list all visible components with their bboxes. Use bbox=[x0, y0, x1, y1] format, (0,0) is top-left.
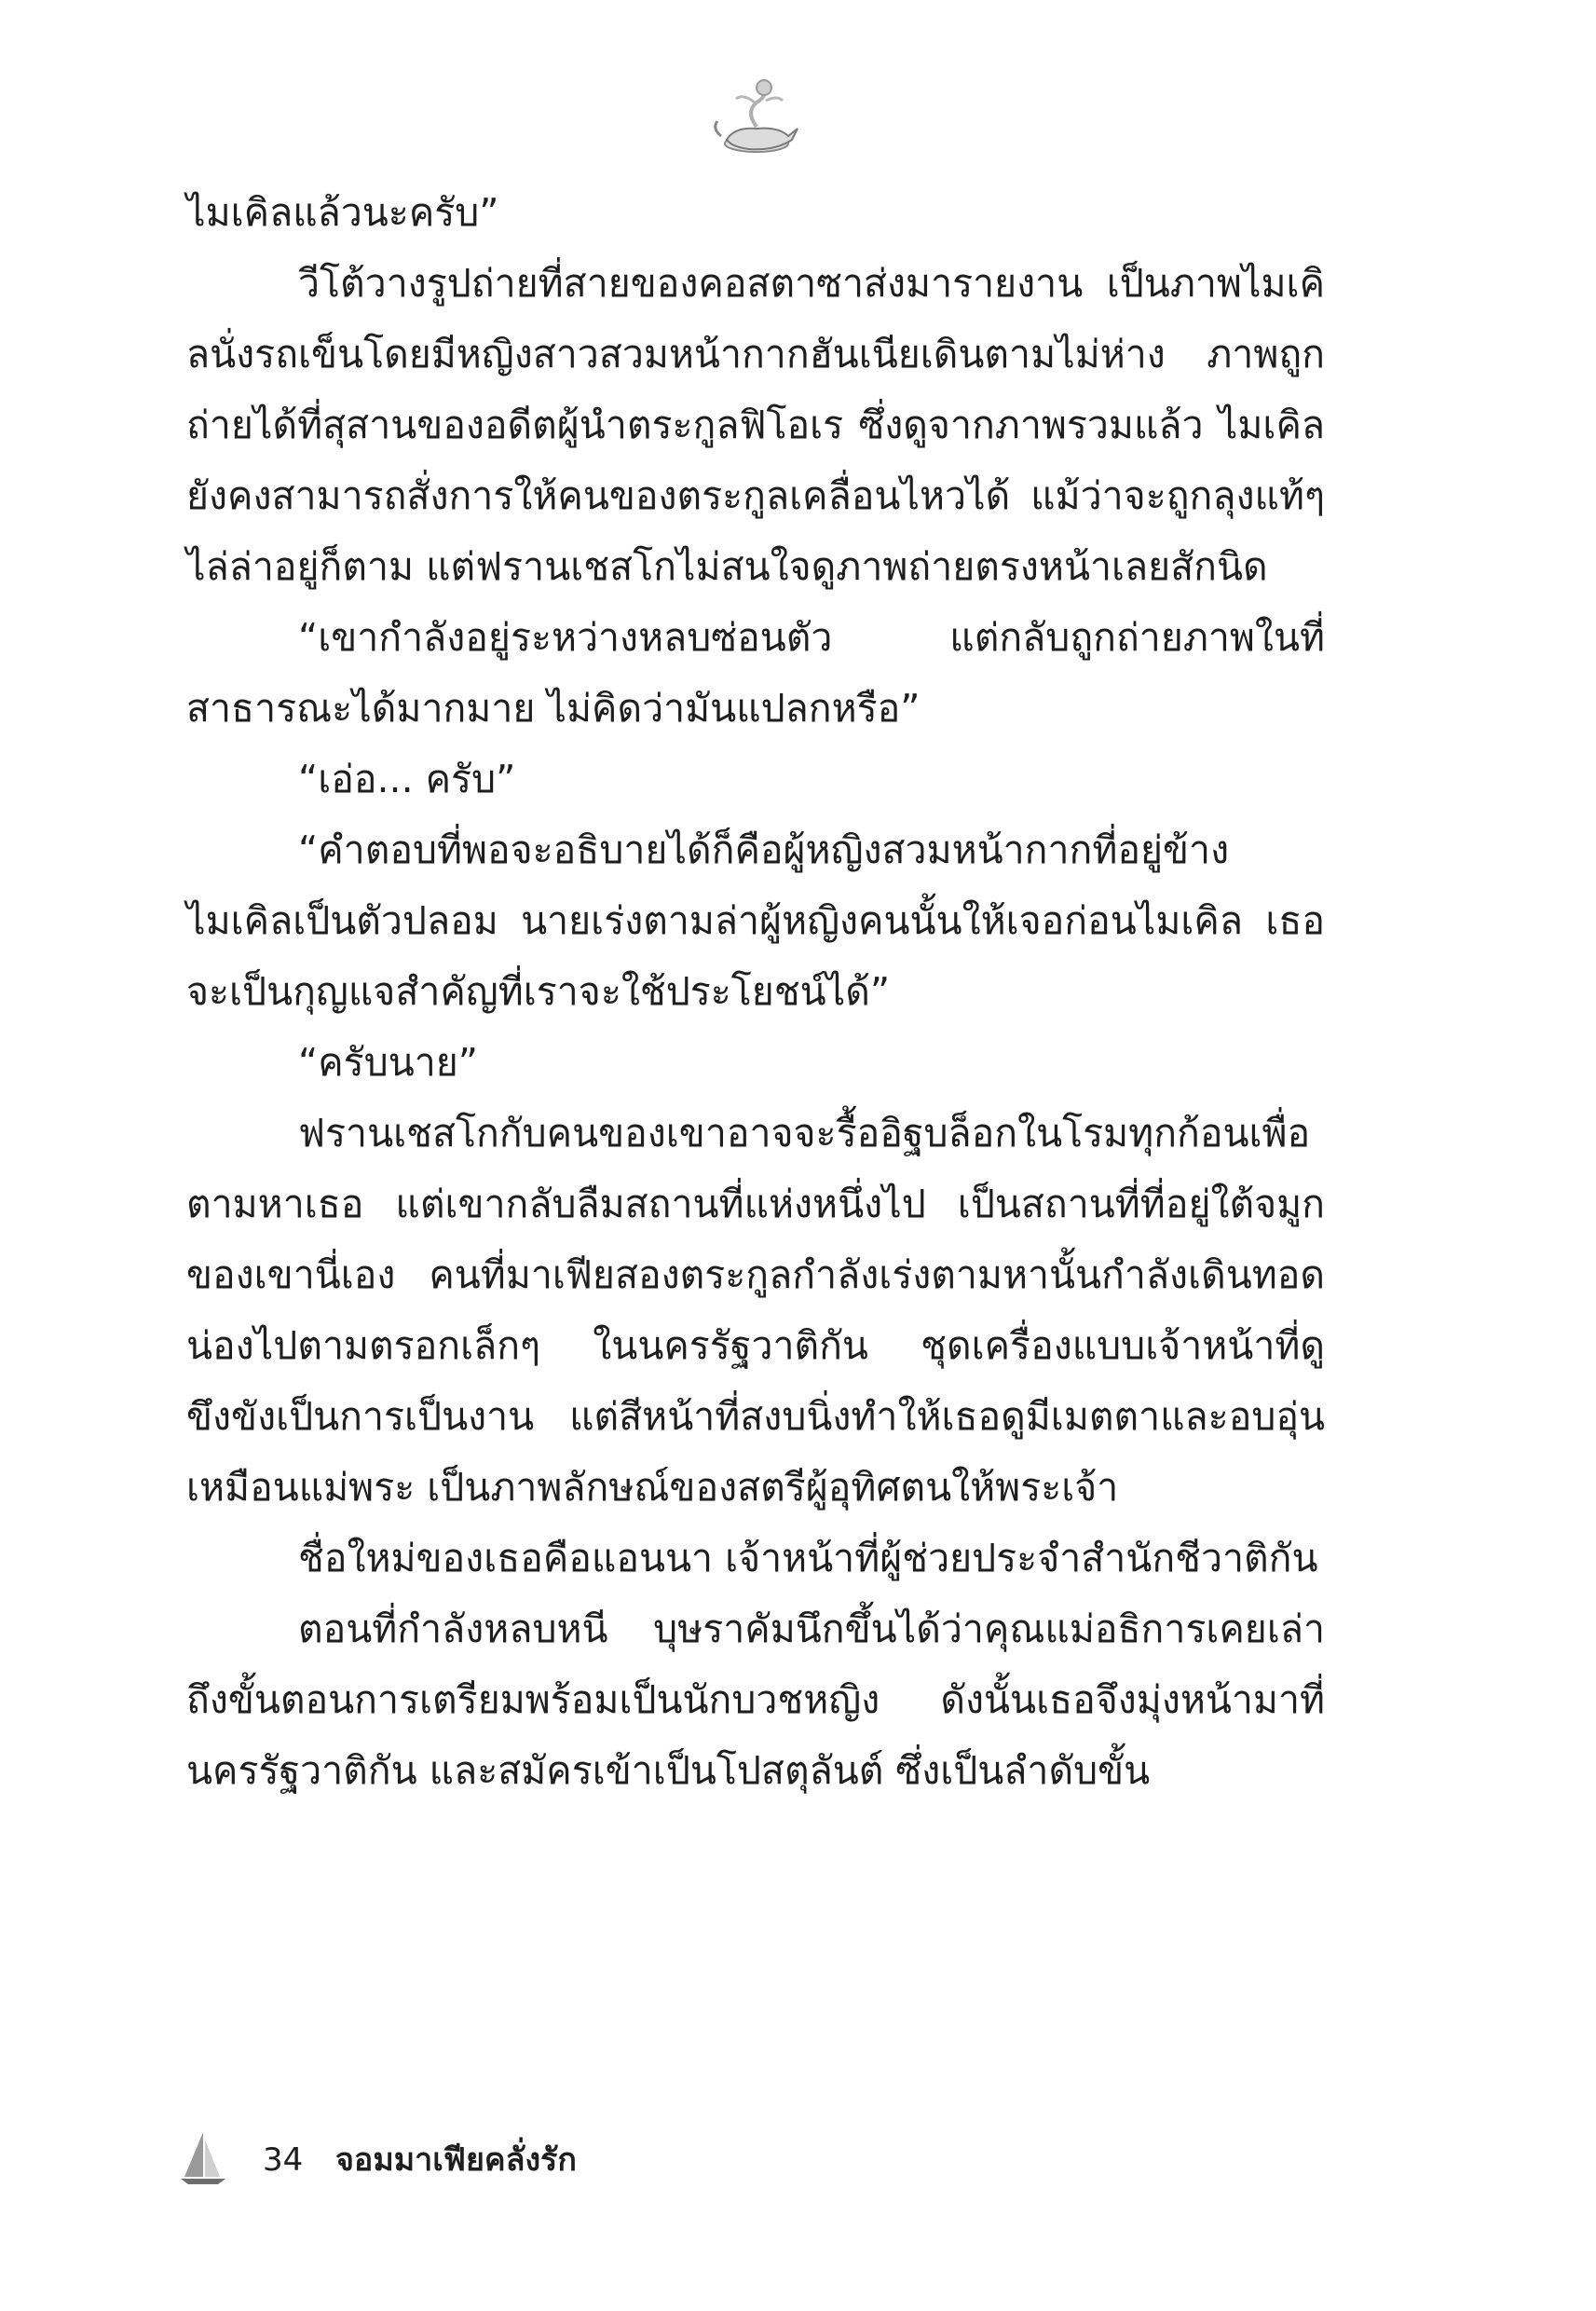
paragraph: ตอนที่กำลังหลบหนี บุษราคัมนึกขึ้นได้ว่าคุณแม่อธิการเคยเล่าถึงขั้นตอนการเตรียมพร้อมเป็นนักบวชหญิง ดังนั้นเธอจึงมุ่งหน้ามาที่นครรัฐวาติกัน และสมัครเข้าเป็นโปสตุลันต์ ซึ่งเป็นลำดับขั้น bbox=[186, 1607, 1325, 1793]
paragraph: ไมเคิลแล้วนะครับ” bbox=[186, 190, 499, 235]
page-footer bbox=[179, 2130, 831, 2186]
paragraph: ชื่อใหม่ของเธอคือแอนนา เจ้าหน้าที่ผู้ช่วยประจำสำนักชีวาติกัน bbox=[298, 1536, 1318, 1580]
paragraph: “เขากำลังอยู่ระหว่างหลบซ่อนตัว แต่กลับถูกถ่ายภาพในที่สาธารณะได้มากมาย ไม่คิดว่ามันแปลกหรือ” bbox=[186, 615, 1325, 731]
sailboat-icon bbox=[179, 2130, 227, 2188]
paragraph: “เอ่อ... ครับ” bbox=[298, 757, 516, 801]
genie-lamp-icon bbox=[708, 75, 801, 160]
paragraph: วีโต้วางรูปถ่ายที่สายของคอสตาซาส่งมารายงาน เป็นภาพไมเคิลนั่งรถเข็นโดยมีหญิงสาวสวมหน้ากากฮันเนียเดินตามไม่ห่าง ภาพถูกถ่ายได้ที่สุสานของอดีตผู้นำตระกูลฟิโอเร ซึ่งดูจากภาพรวมแล้ว ไมเคิลยังคงสามารถสั่งการให้คนของตระกูลเคลื่อนไหวได้ แม้ว่าจะถูกลุงแท้ๆไล่ล่าอยู่ก็ตาม แต่ฟรานเชสโกไม่สนใจดูภาพถ่ายตรงหน้าเลยสักนิด bbox=[186, 261, 1325, 589]
paragraph: “คำตอบที่พอจะอธิบายได้ก็คือผู้หญิงสวมหน้ากากที่อยู่ข้างไมเคิลเป็นตัวปลอม นายเร่งตามล่าผู้หญิงคนนั้นให้เจอก่อนไมเคิล เธอจะเป็นกุญแจสำคัญที่เราจะใช้ประโยชน์ได้” bbox=[186, 827, 1325, 1014]
paragraph: ฟรานเชสโกกับคนของเขาอาจจะรื้ออิฐบล็อกในโรมทุกก้อนเพื่อตามหาเธอ แต่เขากลับลืมสถานที่แห่งหนึ่งไป เป็นสถานที่ที่อยู่ใต้จมูกของเขานี่เอง คนที่มาเฟียสองตระกูลกำลังเร่งตามหานั้นกำลังเดินทอดน่องไปตามตรอกเล็กๆ ในนครรัฐวาติกัน ชุดเครื่องแบบเจ้าหน้าที่ดูขึงขังเป็นการเป็นงาน แต่สีหน้าที่สงบนิ่งทำให้เธอดูมีเมตตาและอบอุ่นเหมือนแม่พระ เป็นภาพลักษณ์ของสตรีผู้อุทิศตนให้พระเจ้า bbox=[186, 1111, 1325, 1510]
paragraph: “ครับนาย” bbox=[298, 1040, 479, 1085]
book-title: จอมมาเฟียคลั่งรัก bbox=[335, 2141, 577, 2179]
page-body bbox=[186, 177, 1325, 1806]
page-number: 34 bbox=[263, 2141, 304, 2179]
